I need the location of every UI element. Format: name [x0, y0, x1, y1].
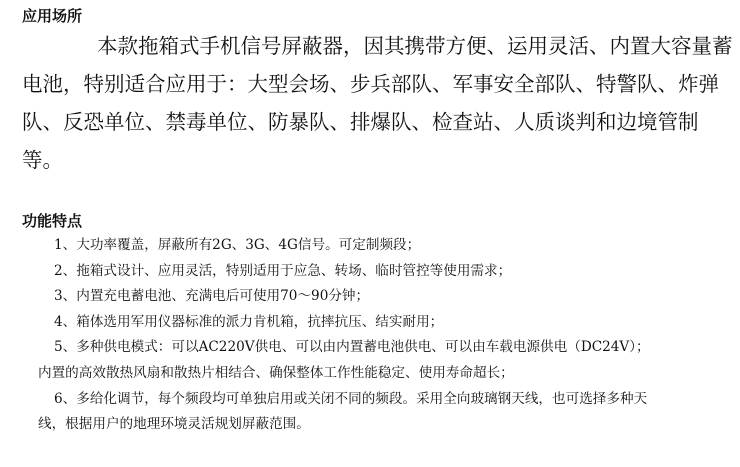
application-paragraph [22, 27, 733, 179]
paragraph-line: 电池，特别适合应用于：大型会场、步兵部队、军事安全部队、特警队、炸弹 [22, 72, 719, 96]
paragraph-line: 队、反恐单位、禁毒单位、防暴队、排爆队、检查站、人质谈判和边境管制 [22, 110, 699, 134]
feature-item-continuation: 内置的高效散热风扇和散热片相结合、确保整体工作性能稳定、使用寿命超长； [38, 364, 514, 381]
feature-item-continuation: 线，根据用户的地理环境灵活规划屏蔽范围。 [38, 416, 310, 433]
section-heading-features: 功能特点 [22, 212, 83, 230]
feature-item: 5、多种供电模式：可以AC220V供电、可以由内置蓄电池供电、可以由车载电源供电（DC24V）； [54, 339, 650, 356]
feature-item: 1、大功率覆盖，屏蔽所有2G、3G、4G信号。可定制频段； [54, 237, 421, 253]
feature-item: 6、多给化调节，每个频段均可单独启用或关闭不同的频段。采用全向玻璃钢天线，也可选择多种天 [54, 390, 648, 407]
paragraph-line: 本款拖箱式手机信号屏蔽器，因其携带方便、运用灵活、内置大容量蓄 [97, 34, 733, 58]
feature-item: 4、箱体选用军用仪器标准的派力肯机箱，抗摔抗压、结实耐用； [54, 313, 444, 330]
feature-item: 3、内置充电蓄电池、充满电后可使用70～90分钟； [54, 288, 370, 305]
feature-item: 2、拖箱式设计、应用灵活，特别适用于应急、转场、临时管控等使用需求； [54, 262, 512, 279]
features-list [22, 233, 730, 438]
paragraph-line: 等。 [22, 148, 63, 172]
section-heading-application: 应用场所 [22, 7, 83, 25]
